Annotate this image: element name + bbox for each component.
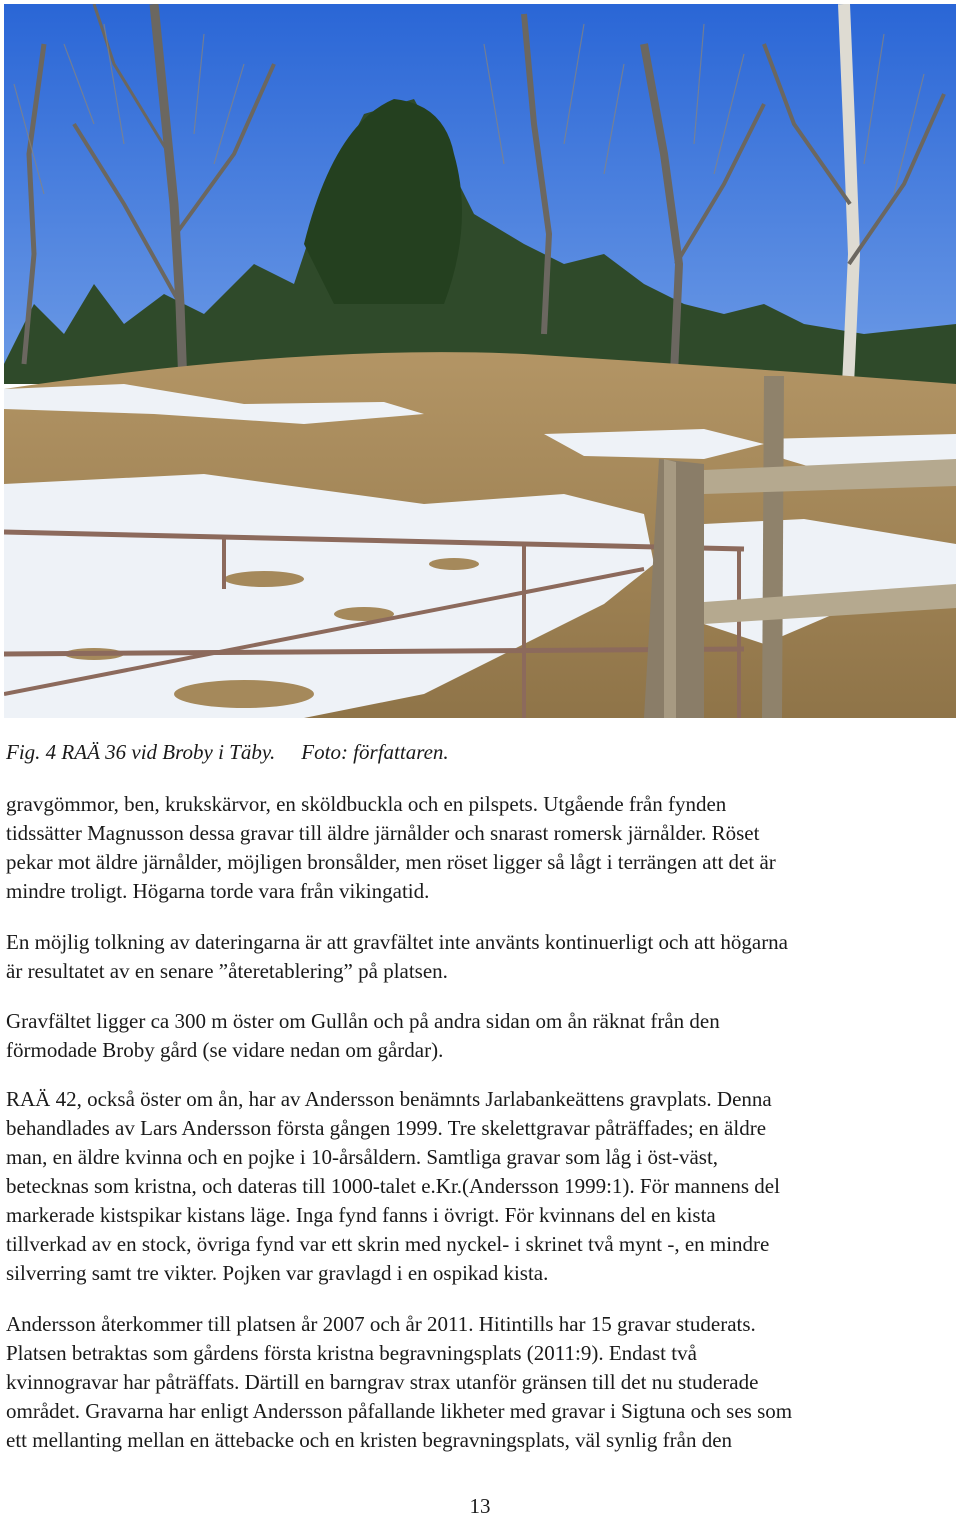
- paragraph-line: tillverkad av en stock, övriga fynd var ett skrin med nyckel- i skrinet två mynt -, en mindre: [6, 1232, 770, 1256]
- paragraph-line: man, en äldre kvinna och en pojke i 10-årsåldern. Samtliga gravar som låg i öst-väst,: [6, 1145, 719, 1169]
- paragraph-line: förmodade Broby gård (se vidare nedan om gårdar).: [6, 1038, 444, 1062]
- paragraph-line: tidssätter Magnusson dessa gravar till äldre järnålder och snarast romersk järnålder. Röset: [6, 821, 760, 845]
- paragraph-line: silverring samt tre vikter. Pojken var gravlagd i en ospikad kista.: [6, 1261, 549, 1285]
- page-number: 13: [469, 1494, 491, 1518]
- paragraph-line: betecknas som kristna, och dateras till 1000-talet e.Kr.(Andersson 1999:1). För mannens del: [6, 1174, 780, 1198]
- paragraph-line: ett mellanting mellan en ättebacke och en kristen begravningsplats, väl synlig från den: [6, 1428, 733, 1452]
- landscape-photo: [4, 4, 956, 718]
- paragraph-line: är resultatet av en senare ”återetablering” på platsen.: [6, 959, 448, 983]
- caption-figure-text: Fig. 4 RAÄ 36 vid Broby i Täby.: [6, 740, 276, 764]
- paragraph-3: [6, 1007, 954, 1065]
- paragraph-line: pekar mot äldre järnålder, möjligen bronsålder, men röset ligger så lågt i terrängen att det är: [6, 850, 776, 874]
- paragraph-line: RAÄ 42, också öster om ån, har av Andersson benämnts Jarlabankeättens gravplats. Denna: [6, 1087, 772, 1111]
- paragraph-line: behandlades av Lars Andersson första gången 1999. Tre skelettgravar påträffades; en äldre: [6, 1116, 767, 1140]
- paragraph-line: mindre troligt. Högarna torde vara från vikingatid.: [6, 879, 430, 903]
- paragraph-1: [6, 790, 954, 906]
- figure-caption: [6, 740, 449, 765]
- paragraph-line: Gravfältet ligger ca 300 m öster om Gullån och på andra sidan om ån räknat från den: [6, 1009, 720, 1033]
- paragraph-2: [6, 928, 954, 986]
- paragraph-line: Andersson återkommer till platsen år 2007 och år 2011. Hitintills har 15 gravar studerats.: [6, 1312, 756, 1336]
- paragraph-line: gravgömmor, ben, krukskärvor, en sköldbuckla och en pilspets. Utgående från fynden: [6, 792, 727, 816]
- paragraph-line: området. Gravarna har enligt Andersson påfallande likheter med gravar i Sigtuna och ses som: [6, 1399, 793, 1423]
- paragraph-line: markerade kistspikar kistans läge. Inga fynd fanns i övrigt. För kvinnans del en kista: [6, 1203, 716, 1227]
- paragraph-4: [6, 1085, 954, 1288]
- caption-photo-credit: Foto: författaren.: [301, 740, 449, 764]
- paragraph-line: En möjlig tolkning av dateringarna är att gravfältet inte använts kontinuerligt och att högarna: [6, 930, 789, 954]
- paragraph-line: Platsen betraktas som gårdens första kristna begravningsplats (2011:9). Endast två: [6, 1341, 697, 1365]
- paragraph-5: [6, 1310, 954, 1455]
- paragraph-line: kvinnogravar har påträffats. Därtill en barngrav strax utanför gränsen till det nu studerade: [6, 1370, 759, 1394]
